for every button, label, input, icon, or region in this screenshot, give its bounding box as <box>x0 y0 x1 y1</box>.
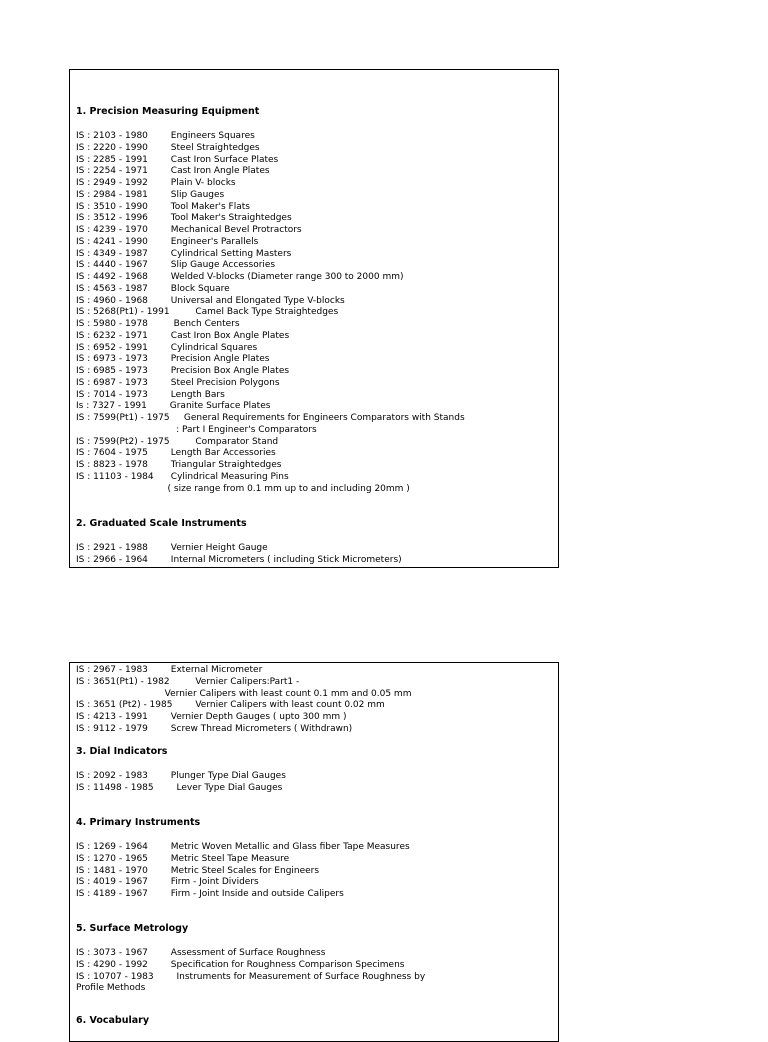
standard-entry: IS : 3512 - 1996 Tool Maker's Straightedges <box>76 213 292 224</box>
standard-entry: IS : 9112 - 1979 Screw Thread Micrometers ( Withdrawn) <box>76 723 353 734</box>
standard-entry: IS : 3651(Pt1) - 1982 Vernier Calipers:Part1 - <box>76 676 300 687</box>
standard-entry: IS : 6232 - 1971 Cast Iron Box Angle Plates <box>76 330 290 341</box>
standard-entry: IS : 4290 - 1992 Specification for Roughness Comparison Specimens <box>76 959 405 970</box>
standard-entry: IS : 3510 - 1990 Tool Maker's Flats <box>76 201 250 212</box>
section-heading: 5. Surface Metrology <box>76 923 189 934</box>
standard-entry: IS : 2966 - 1964 Internal Micrometers ( including Stick Micrometers) <box>76 554 402 565</box>
standard-entry: IS : 2984 - 1981 Slip Gauges <box>76 189 225 200</box>
standard-entry: IS : 4349 - 1987 Cylindrical Setting Masters <box>76 248 292 259</box>
standard-entry: IS : 5980 - 1978 Bench Centers <box>76 319 240 329</box>
standard-entry: IS : 1269 - 1964 Metric Woven Metallic and Glass fiber Tape Measures <box>76 842 410 852</box>
section-heading: 6. Vocabulary <box>76 1015 150 1026</box>
section-heading: 1. Precision Measuring Equipment <box>76 106 260 117</box>
standard-entry: IS : 3651 (Pt2) - 1985 Vernier Calipers with least count 0.02 mm <box>76 700 385 711</box>
standard-entry: IS : 8823 - 1978 Triangular Straightedges <box>76 460 282 470</box>
standard-entry: ( size range from 0.1 mm up to and including 20mm ) <box>76 483 410 494</box>
standard-entry: IS : 4563 - 1987 Block Square <box>76 283 230 294</box>
standard-entry: IS : 2220 - 1990 Steel Straightedges <box>76 142 260 153</box>
standard-entry: IS : 6987 - 1973 Steel Precision Polygons <box>76 377 280 388</box>
section-heading: 3. Dial Indicators <box>76 746 168 757</box>
standard-entry: IS : 2285 - 1991 Cast Iron Surface Plates <box>76 154 279 165</box>
standard-entry: IS : 6952 - 1991 Cylindrical Squares <box>76 342 258 353</box>
standard-entry: IS : 4241 - 1990 Engineer's Parallels <box>76 236 259 247</box>
standard-entry: IS : 2949 - 1992 Plain V- blocks <box>76 178 236 188</box>
standard-entry: IS : 4239 - 1970 Mechanical Bevel Protractors <box>76 225 302 235</box>
standard-entry: IS : 2103 - 1980 Engineers Squares <box>76 131 255 141</box>
standard-entry: IS : 4440 - 1967 Slip Gauge Accessories <box>76 260 276 271</box>
document-page-1 <box>69 69 559 568</box>
standard-entry: IS : 2967 - 1983 External Micrometer <box>76 665 263 675</box>
standard-entry: Is : 7327 - 1991 Granite Surface Plates <box>76 401 271 412</box>
standard-entry: IS : 3073 - 1967 Assessment of Surface Roughness <box>76 948 326 958</box>
standard-entry: : Part I Engineer's Comparators <box>76 424 317 435</box>
standard-entry: Profile Methods <box>76 983 146 994</box>
standard-entry: IS : 11498 - 1985 Lever Type Dial Gauges <box>76 782 283 793</box>
section-heading: 2. Graduated Scale Instruments <box>76 518 247 529</box>
standard-entry: IS : 6985 - 1973 Precision Box Angle Plates <box>76 366 290 376</box>
standard-entry: IS : 2254 - 1971 Cast Iron Angle Plates <box>76 166 270 177</box>
standard-entry: IS : 2092 - 1983 Plunger Type Dial Gauges <box>76 771 286 781</box>
section-heading: 4. Primary Instruments <box>76 817 201 828</box>
standard-entry: IS : 1270 - 1965 Metric Steel Tape Measure <box>76 853 290 864</box>
standard-entry: IS : 11103 - 1984 Cylindrical Measuring Pins <box>76 471 289 482</box>
standard-entry: IS : 4213 - 1991 Vernier Depth Gauges ( upto 300 mm ) <box>76 712 347 722</box>
standard-entry: Vernier Calipers with least count 0.1 mm and 0.05 mm <box>76 688 412 699</box>
standard-entry: IS : 5268(Pt1) - 1991 Camel Back Type Straightedges <box>76 307 339 318</box>
standard-entry: IS : 4019 - 1967 Firm - Joint Dividers <box>76 877 259 888</box>
standard-entry: IS : 7014 - 1973 Length Bars <box>76 389 225 400</box>
standard-entry: IS : 10707 - 1983 Instruments for Measurement of Surface Roughness by <box>76 971 426 982</box>
standard-entry: IS : 7599(Pt1) - 1975 General Requirements for Engineers Comparators with Stands <box>76 413 465 423</box>
standard-entry: IS : 1481 - 1970 Metric Steel Scales for Engineers <box>76 865 320 876</box>
document-page-2 <box>69 662 559 1042</box>
standard-entry: IS : 7604 - 1975 Length Bar Accessories <box>76 448 276 459</box>
standard-entry: IS : 7599(Pt2) - 1975 Comparator Stand <box>76 436 279 447</box>
standard-entry: IS : 4189 - 1967 Firm - Joint Inside and outside Calipers <box>76 889 344 899</box>
standard-entry: IS : 2921 - 1988 Vernier Height Gauge <box>76 543 268 553</box>
standard-entry: IS : 6973 - 1973 Precision Angle Plates <box>76 354 270 365</box>
standard-entry: IS : 4960 - 1968 Universal and Elongated Type V-blocks <box>76 295 345 306</box>
standard-entry: IS : 4492 - 1968 Welded V-blocks (Diameter range 300 to 2000 mm) <box>76 272 404 282</box>
